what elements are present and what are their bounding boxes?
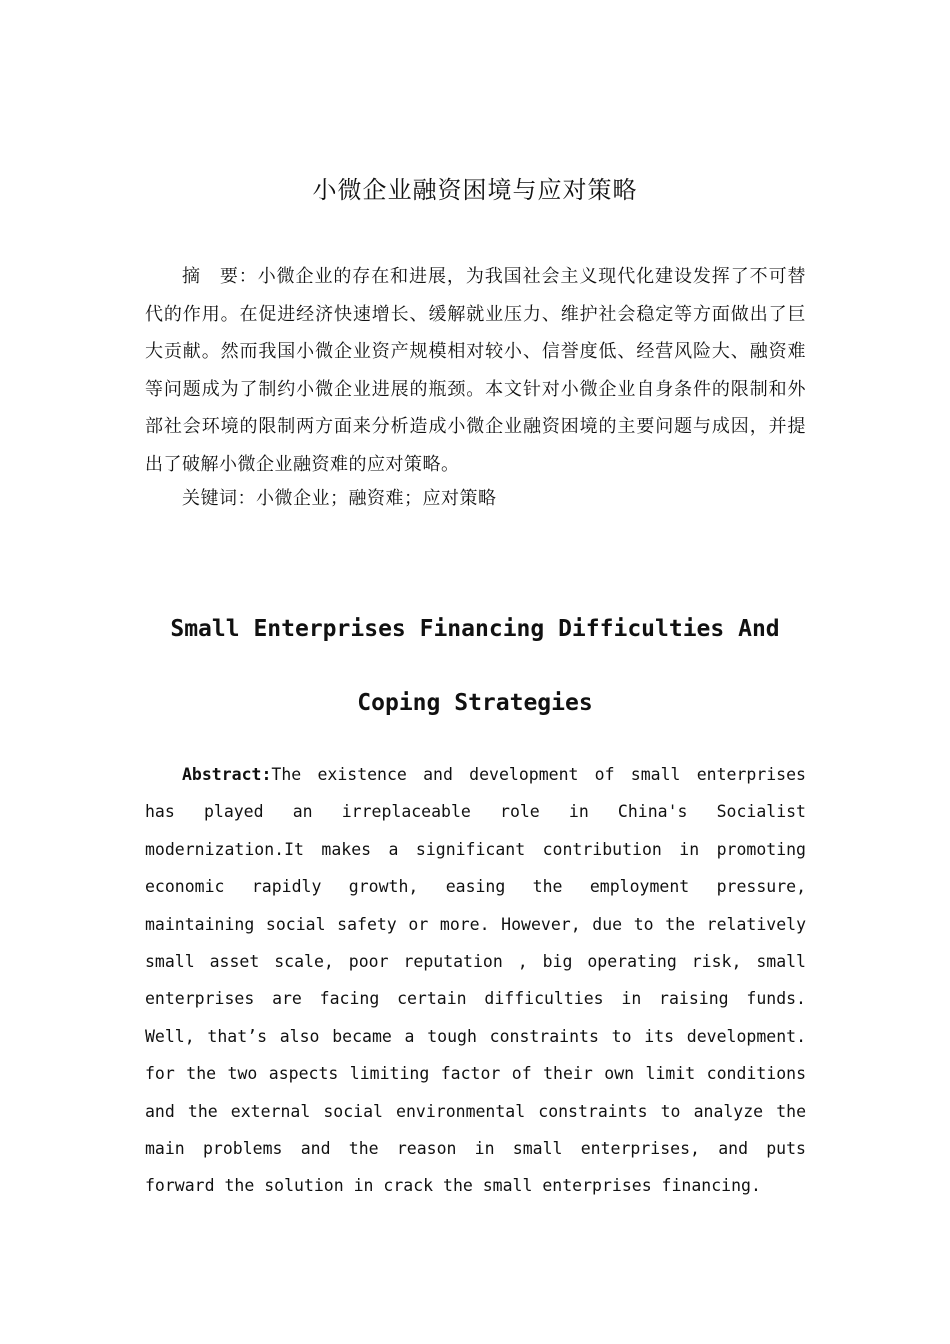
english-title: Small Enterprises Financing Difficulties And Coping Strategies [170,616,780,716]
chinese-abstract [145,258,806,484]
chinese-title: 小微企业融资困境与应对策略 [312,176,638,204]
chinese-keywords-text: 小微企业；融资难；应对策略 [256,488,497,509]
chinese-keywords-label: 关键词： [182,488,256,509]
chinese-abstract-text: 小微企业的存在和进展，为我国社会主义现代化建设发挥了不可替代的作用。在促进经济快速增长、缓解就业压力、维护社会稳定等方面做出了巨大贡献。然而我国小微企业资产规模相对较小、信誉度低、经营风险大、融资难等问题成为了制约小微企业进展的瓶颈。本文针对小微企业自身条件的限制和外部社会环境的限制两方面来分析造成小微企业融资困境的主要问题与成因，并提出了破解小微企业融资难的应对策略。 [145,266,806,475]
english-abstract [145,756,806,1205]
english-abstract-label: Abstract: [182,765,272,784]
chinese-abstract-paragraph [145,258,806,484]
english-abstract-text: The existence and development of small enterprises has played an irreplaceable role in China's Socialist modernization.It makes a significant contribution in promoting economic rapidly growth, easing the employment pressure, maintaining social safety or more. However, due to the relatively small asset scale, poor reputation , big operating risk, small enterprises are facing certain difficulties in raising funds. Well, that’s also became a tough constraints to its development. for the two aspects limiting factor of their own limit conditions and the external social environmental constraints to analyze the main problems and the reason in small enterprises, and puts forward the solution in crack the small enterprises financing. [145,765,806,1196]
english-abstract-paragraph [145,756,806,1205]
chinese-abstract-label: 摘 要： [182,266,258,287]
chinese-keywords [182,482,806,516]
